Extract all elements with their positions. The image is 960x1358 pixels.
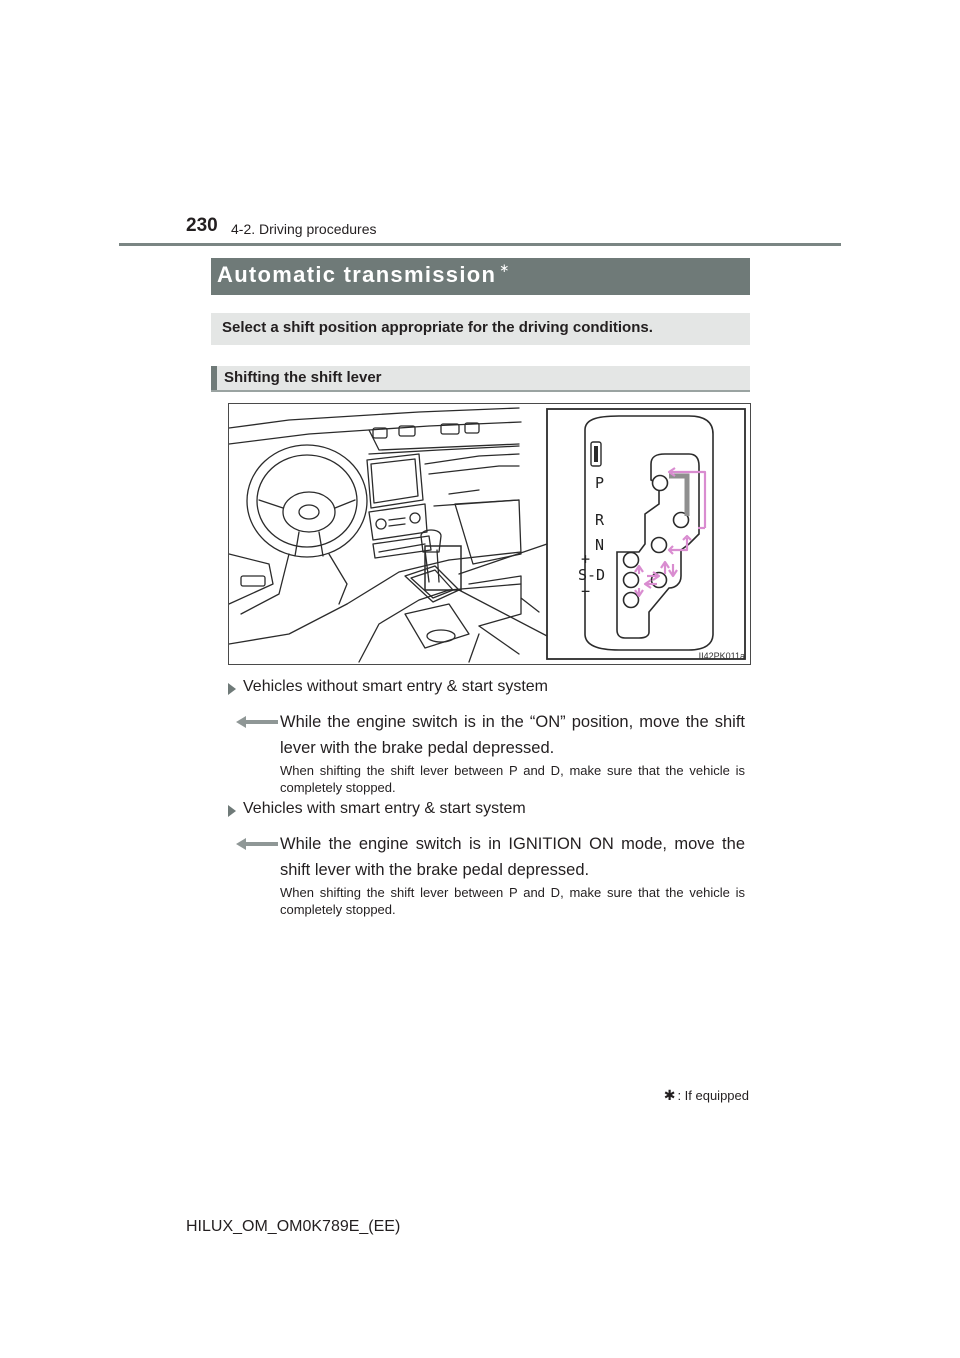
condition-heading-without-smart-entry: Vehicles without smart entry & start system [243,678,548,695]
footnote [664,1087,749,1104]
gate-label-s-d: S-D [578,566,606,584]
gate-label-n: N [595,536,605,554]
shift-lever-figure [228,403,751,665]
triangle-bullet-icon [228,805,236,817]
figure-code: II42PK011a [698,651,745,661]
gate-label-p: P [595,474,605,492]
gate-label-minus: − [581,582,591,600]
triangle-bullet-icon [228,683,236,695]
section-label: 4-2. Driving procedures [231,221,377,237]
subheading-underline [211,390,750,392]
condition-heading-with-smart-entry: Vehicles with smart entry & start system [243,800,526,817]
header-divider [119,243,841,246]
asterisk-icon: ✱ [663,1087,676,1103]
equipped-marker: ∗ [499,261,511,275]
subheading-accent [211,366,217,391]
subheading: Shifting the shift lever [224,369,382,386]
page-title [217,262,511,288]
page-number: 230 [186,215,218,236]
footnote-text: : If equipped [677,1088,749,1103]
note-with-smart-entry: When shifting the shift lever between P and D, make sure that the vehicle is completely stopped. [280,885,745,917]
step-arrow-icon [236,716,278,728]
step-text-without-smart-entry: While the engine switch is in the “ON” position, move the shift lever with the brake pedal depressed. [280,713,745,757]
gate-label-r: R [595,511,605,529]
dashboard-illustration [229,404,750,664]
document-code: HILUX_OM_OM0K789E_(EE) [186,1218,401,1235]
note-without-smart-entry: When shifting the shift lever between P and D, make sure that the vehicle is completely stopped. [280,763,745,795]
gate-label-plus: + [581,550,591,568]
step-arrow-icon [236,838,278,850]
lead-text: Select a shift position appropriate for the driving conditions. [222,319,653,336]
page-title-text: Automatic transmission [217,262,497,287]
step-text-with-smart-entry: While the engine switch is in IGNITION ON mode, move the shift lever with the brake pedal depressed. [280,835,745,879]
